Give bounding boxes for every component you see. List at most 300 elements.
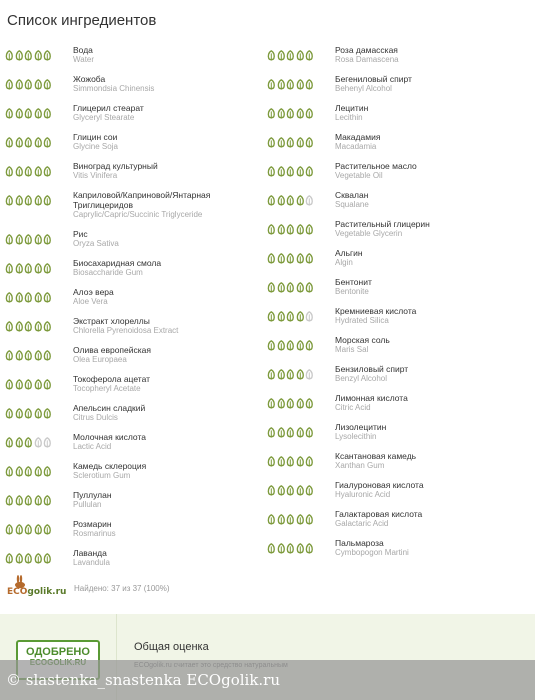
leaf-icon xyxy=(24,524,33,535)
ingredient-row[interactable] xyxy=(5,73,267,102)
ingredient-names xyxy=(335,160,417,181)
ingredient-name-latin: Rosmarinus xyxy=(73,529,116,538)
leaf-icon xyxy=(15,234,24,245)
rating-leaves xyxy=(267,450,335,467)
leaf-icon xyxy=(5,553,14,564)
leaf-icon xyxy=(15,350,24,361)
ingredient-name-ru: Молочная кислота xyxy=(73,432,146,442)
leaf-icon xyxy=(277,195,286,206)
leaf-icon xyxy=(286,79,295,90)
leaf-icon xyxy=(296,282,305,293)
leaf-icon xyxy=(267,137,276,148)
rating-leaves xyxy=(5,344,73,361)
leaf-icon xyxy=(277,485,286,496)
ingredient-names xyxy=(335,44,399,65)
ingredient-names xyxy=(73,344,151,365)
ingredient-name-ru: Глицин сои xyxy=(73,132,118,142)
leaf-icon xyxy=(15,466,24,477)
ingredient-names xyxy=(335,450,416,471)
ingredient-name-latin: Sclerotium Gum xyxy=(73,471,131,480)
ingredient-row[interactable] xyxy=(267,392,529,421)
leaf-icon xyxy=(34,379,43,390)
leaf-icon xyxy=(277,79,286,90)
leaf-icon xyxy=(5,466,14,477)
rating-leaves xyxy=(267,363,335,380)
leaf-icon xyxy=(277,427,286,438)
rating-leaves xyxy=(5,431,73,448)
leaf-icon xyxy=(24,437,33,448)
leaf-icon xyxy=(24,350,33,361)
rating-leaves xyxy=(5,257,73,274)
rating-leaves xyxy=(267,160,335,177)
ingredient-names xyxy=(335,537,409,558)
leaf-icon xyxy=(34,137,43,148)
ingredient-name-latin: Vegetable Oil xyxy=(335,171,383,180)
watermark-text: © slastenka_snastenka ECOgolik.ru xyxy=(6,671,281,689)
ingredient-row[interactable] xyxy=(267,276,529,305)
leaf-icon xyxy=(43,263,52,274)
leaf-icon xyxy=(286,195,295,206)
ingredient-name-latin: Olea Europaea xyxy=(73,355,127,364)
ingredient-row[interactable] xyxy=(5,189,267,228)
ingredient-row[interactable] xyxy=(5,373,267,402)
leaf-icon xyxy=(286,398,295,409)
leaf-icon xyxy=(5,263,14,274)
leaf-icon xyxy=(305,456,314,467)
rating-leaves xyxy=(5,228,73,245)
ingredient-row[interactable] xyxy=(267,44,529,73)
ingredient-name-ru: Глицерил стеарат xyxy=(73,103,144,113)
leaf-icon xyxy=(43,195,52,206)
rating-leaves xyxy=(267,334,335,351)
ingredient-name-latin: Tocopheryl Acetate xyxy=(73,384,141,393)
rating-leaves xyxy=(267,131,335,148)
leaf-icon xyxy=(34,466,43,477)
ingredient-names xyxy=(73,518,116,539)
ingredient-row[interactable] xyxy=(267,421,529,450)
leaf-icon xyxy=(43,234,52,245)
leaf-icon xyxy=(286,456,295,467)
ingredient-name-ru: Виноград культурный xyxy=(73,161,158,171)
leaf-icon xyxy=(5,524,14,535)
ingredient-names xyxy=(335,363,408,384)
ingredient-names xyxy=(335,102,368,123)
leaf-icon xyxy=(34,408,43,419)
leaf-icon xyxy=(296,137,305,148)
rating-leaves xyxy=(5,518,73,535)
ingredient-row[interactable] xyxy=(5,344,267,373)
leaf-icon xyxy=(296,195,305,206)
ingredient-names xyxy=(73,373,150,394)
leaf-icon xyxy=(43,437,52,448)
rating-leaves xyxy=(5,547,73,564)
leaf-icon xyxy=(267,514,276,525)
ingredient-name-ru: Кремниевая кислота xyxy=(335,306,417,316)
rating-leaves xyxy=(267,189,335,206)
found-count: Найдено: 37 из 37 (100%) xyxy=(74,583,170,593)
ingredient-name-latin: Squalane xyxy=(335,200,369,209)
ingredient-names xyxy=(73,44,94,65)
ingredient-row[interactable] xyxy=(267,189,529,218)
leaf-icon xyxy=(305,282,314,293)
overall-rating-title: Общая оценка xyxy=(134,641,209,653)
ingredient-name-latin: Citrus Dulcis xyxy=(73,413,118,422)
rating-leaves xyxy=(267,479,335,496)
leaf-icon xyxy=(305,108,314,119)
ingredient-name-ru: Лаванда xyxy=(73,548,107,558)
leaf-icon xyxy=(43,524,52,535)
ingredient-names xyxy=(335,131,380,152)
ingredient-names xyxy=(335,305,416,326)
rating-leaves xyxy=(5,489,73,506)
ingredient-name-latin: Rosa Damascena xyxy=(335,55,399,64)
leaf-icon xyxy=(286,427,295,438)
leaf-icon xyxy=(277,456,286,467)
leaf-icon xyxy=(267,398,276,409)
rating-leaves xyxy=(267,421,335,438)
ingredient-name-latin: Algin xyxy=(335,258,353,267)
leaf-icon xyxy=(296,50,305,61)
ingredient-name-latin: Aloe Vera xyxy=(73,297,108,306)
leaf-icon xyxy=(267,427,276,438)
leaf-icon xyxy=(267,311,276,322)
leaf-icon xyxy=(286,369,295,380)
leaf-icon xyxy=(277,224,286,235)
leaf-icon xyxy=(296,340,305,351)
leaf-icon xyxy=(34,321,43,332)
leaf-icon xyxy=(24,466,33,477)
leaf-icon xyxy=(277,340,286,351)
ingredient-name-latin: Hyaluronic Acid xyxy=(335,490,391,499)
ingredient-name-latin: Xanthan Gum xyxy=(335,461,385,470)
leaf-icon xyxy=(296,369,305,380)
ingredient-name-ru: Роза дамасская xyxy=(335,45,398,55)
rating-leaves xyxy=(5,160,73,177)
ingredient-name-ru: Камедь склероция xyxy=(73,461,147,471)
leaf-icon xyxy=(15,108,24,119)
leaf-icon xyxy=(286,166,295,177)
leaf-icon xyxy=(267,224,276,235)
ingredient-row[interactable] xyxy=(267,102,529,131)
ingredient-row[interactable] xyxy=(5,489,267,518)
leaf-icon xyxy=(15,553,24,564)
ingredient-names xyxy=(335,508,422,529)
ingredient-name-ru: Растительный глицерин xyxy=(335,219,430,229)
leaf-icon xyxy=(5,79,14,90)
ingredient-names xyxy=(73,131,118,152)
leaf-icon xyxy=(43,292,52,303)
ingredient-names xyxy=(335,247,363,268)
leaf-icon xyxy=(5,292,14,303)
ingredient-name-latin: Pullulan xyxy=(73,500,102,509)
leaf-icon xyxy=(305,398,314,409)
rating-leaves xyxy=(5,131,73,148)
leaf-icon xyxy=(34,524,43,535)
ingredient-row[interactable] xyxy=(5,431,267,460)
leaf-icon xyxy=(43,466,52,477)
ingredient-row[interactable] xyxy=(5,160,267,189)
ecogolik-logo[interactable] xyxy=(7,575,65,601)
leaf-icon xyxy=(296,543,305,554)
leaf-icon xyxy=(277,514,286,525)
leaf-icon xyxy=(24,234,33,245)
leaf-icon xyxy=(277,166,286,177)
leaf-icon xyxy=(24,408,33,419)
ingredient-names xyxy=(73,257,161,278)
ingredient-row[interactable] xyxy=(5,44,267,73)
ingredients-title: Список ингредиентов xyxy=(7,12,157,29)
leaf-icon xyxy=(24,292,33,303)
leaf-icon xyxy=(34,350,43,361)
ingredient-name-latin: Galactaric Acid xyxy=(335,519,389,528)
ingredient-name-latin: Simmondsia Chinensis xyxy=(73,84,155,93)
ingredient-name-ru: Алоэ вера xyxy=(73,287,114,297)
leaf-icon xyxy=(15,292,24,303)
leaf-icon xyxy=(277,282,286,293)
leaf-icon xyxy=(5,166,14,177)
rating-leaves xyxy=(5,286,73,303)
ingredient-row[interactable] xyxy=(5,228,267,257)
ingredient-row[interactable] xyxy=(267,334,529,363)
ingredient-name-latin: Caprylic/Capric/Succinic Triglyceride xyxy=(73,210,203,219)
leaf-icon xyxy=(15,166,24,177)
ingredient-name-latin: Cymbopogon Martini xyxy=(335,548,409,557)
leaf-icon xyxy=(43,50,52,61)
ingredient-row[interactable] xyxy=(267,73,529,102)
leaf-icon xyxy=(34,79,43,90)
ingredient-row[interactable] xyxy=(267,479,529,508)
leaf-icon xyxy=(15,79,24,90)
leaf-icon xyxy=(43,79,52,90)
leaf-icon xyxy=(286,50,295,61)
ingredient-name-ru: Галактаровая кислота xyxy=(335,509,423,519)
ingredient-name-latin: Chlorella Pyrenoidosa Extract xyxy=(73,326,179,335)
ingredient-name-latin: Glycine Soja xyxy=(73,142,118,151)
leaf-icon xyxy=(24,79,33,90)
ingredients-column-left xyxy=(5,44,267,576)
leaf-icon xyxy=(286,311,295,322)
leaf-icon xyxy=(5,350,14,361)
ingredient-name-ru: Лецитин xyxy=(335,103,369,113)
rating-leaves xyxy=(267,218,335,235)
leaf-icon xyxy=(15,379,24,390)
ingredient-name-latin: Vitis Vinifera xyxy=(73,171,118,180)
rating-leaves xyxy=(267,247,335,264)
leaf-icon xyxy=(34,108,43,119)
rating-leaves xyxy=(267,102,335,119)
ingredient-name-latin: Hydrated Silica xyxy=(335,316,389,325)
ingredient-name-ru: Розмарин xyxy=(73,519,112,529)
ingredient-row[interactable] xyxy=(5,402,267,431)
rating-leaves xyxy=(267,508,335,525)
leaf-icon xyxy=(24,379,33,390)
leaf-icon xyxy=(43,137,52,148)
leaf-icon xyxy=(267,50,276,61)
leaf-icon xyxy=(296,253,305,264)
ingredient-row[interactable] xyxy=(5,315,267,344)
ingredient-names xyxy=(335,392,408,413)
leaf-icon xyxy=(267,166,276,177)
leaf-icon xyxy=(296,456,305,467)
ingredient-names xyxy=(335,73,412,94)
rating-leaves xyxy=(267,537,335,554)
ingredient-name-ru: Биосахаридная смола xyxy=(73,258,162,268)
leaf-icon xyxy=(34,437,43,448)
leaf-icon xyxy=(296,311,305,322)
leaf-icon xyxy=(296,427,305,438)
leaf-icon xyxy=(277,253,286,264)
ingredient-row[interactable] xyxy=(5,102,267,131)
leaf-icon xyxy=(305,79,314,90)
ingredient-name-ru: Бентонит xyxy=(335,277,372,287)
ingredient-name-ru: Экстракт хлореллы xyxy=(73,316,150,326)
ingredient-row[interactable] xyxy=(267,218,529,247)
ingredient-name-latin: Benzyl Alcohol xyxy=(335,374,388,383)
ingredient-names xyxy=(73,315,178,336)
leaf-icon xyxy=(5,321,14,332)
ingredient-row[interactable] xyxy=(267,160,529,189)
ingredient-row[interactable] xyxy=(267,508,529,537)
ingredient-name-latin: Macadamia xyxy=(335,142,377,151)
ingredient-row[interactable] xyxy=(5,286,267,315)
ingredient-row[interactable] xyxy=(5,460,267,489)
leaf-icon xyxy=(296,398,305,409)
leaf-icon xyxy=(5,379,14,390)
leaf-icon xyxy=(15,321,24,332)
leaf-icon xyxy=(305,253,314,264)
leaf-icon xyxy=(43,495,52,506)
ingredient-name-ru: Олива европейская xyxy=(73,345,151,355)
ingredient-row[interactable] xyxy=(267,305,529,334)
leaf-icon xyxy=(5,108,14,119)
rating-leaves xyxy=(5,460,73,477)
ingredient-row[interactable] xyxy=(267,131,529,160)
leaf-icon xyxy=(34,234,43,245)
ingredient-names xyxy=(73,160,158,181)
ingredient-names xyxy=(73,73,154,94)
ingredient-row[interactable] xyxy=(5,131,267,160)
leaf-icon xyxy=(43,108,52,119)
leaf-icon xyxy=(43,321,52,332)
leaf-icon xyxy=(286,108,295,119)
rating-leaves xyxy=(5,189,73,206)
leaf-icon xyxy=(277,50,286,61)
rating-leaves xyxy=(267,44,335,61)
leaf-icon xyxy=(267,456,276,467)
ingredient-row[interactable] xyxy=(5,257,267,286)
leaf-icon xyxy=(5,408,14,419)
ingredient-name-ru: Гиалуроновая кислота xyxy=(335,480,424,490)
badge-approved-label: ОДОБРЕНО xyxy=(26,646,90,658)
ingredient-name-latin: Biosaccharide Gum xyxy=(73,268,143,277)
ingredient-name-ru: Растительное масло xyxy=(335,161,417,171)
ingredient-name-ru: Пальмароза xyxy=(335,538,384,548)
leaf-icon xyxy=(15,195,24,206)
rating-leaves xyxy=(267,392,335,409)
ingredient-names xyxy=(73,286,114,307)
ingredient-names xyxy=(335,276,372,297)
leaf-icon xyxy=(34,495,43,506)
leaf-icon xyxy=(305,340,314,351)
leaf-icon xyxy=(15,524,24,535)
rating-leaves xyxy=(267,73,335,90)
rating-leaves xyxy=(5,44,73,61)
ingredient-row[interactable] xyxy=(5,518,267,547)
ingredient-names xyxy=(73,547,110,568)
ingredient-names xyxy=(335,479,424,500)
ingredient-names xyxy=(335,189,369,210)
ingredient-names xyxy=(73,489,112,510)
ingredient-row[interactable] xyxy=(267,450,529,479)
leaf-icon xyxy=(5,195,14,206)
ingredient-name-ru: Макадамия xyxy=(335,132,381,142)
ingredient-row[interactable] xyxy=(267,537,529,566)
ingredient-name-latin: Maris Sal xyxy=(335,345,369,354)
ingredient-row[interactable] xyxy=(5,547,267,576)
leaf-icon xyxy=(286,253,295,264)
ingredient-name-ru: Токоферола ацетат xyxy=(73,374,151,384)
leaf-icon xyxy=(305,311,314,322)
ingredient-name-ru: Рис xyxy=(73,229,88,239)
ingredient-names xyxy=(335,334,390,355)
ingredients-column-right xyxy=(267,44,529,566)
leaf-icon xyxy=(296,485,305,496)
ingredient-row[interactable] xyxy=(267,363,529,392)
leaf-icon xyxy=(267,195,276,206)
ingredient-name-latin: Water xyxy=(73,55,95,64)
leaf-icon xyxy=(15,137,24,148)
leaf-icon xyxy=(24,321,33,332)
ingredient-row[interactable] xyxy=(267,247,529,276)
leaf-icon xyxy=(267,79,276,90)
leaf-icon xyxy=(34,553,43,564)
rating-leaves xyxy=(267,305,335,322)
leaf-icon xyxy=(286,340,295,351)
leaf-icon xyxy=(24,553,33,564)
leaf-icon xyxy=(267,108,276,119)
rating-leaves xyxy=(267,276,335,293)
ingredient-name-latin: Lysolecithin xyxy=(335,432,377,441)
ingredient-name-ru: Вода xyxy=(73,45,93,55)
ingredient-name-latin: Behenyl Alcohol xyxy=(335,84,392,93)
leaf-icon xyxy=(5,495,14,506)
ingredient-name-ru: Сквалан xyxy=(335,190,369,200)
rating-leaves xyxy=(5,73,73,90)
leaf-icon xyxy=(277,398,286,409)
leaf-icon xyxy=(305,224,314,235)
leaf-icon xyxy=(5,137,14,148)
leaf-icon xyxy=(34,195,43,206)
leaf-icon xyxy=(286,137,295,148)
ingredient-name-latin: Bentonite xyxy=(335,287,369,296)
ingredient-names xyxy=(73,228,119,249)
ingredient-name-ru: Пуллулан xyxy=(73,490,112,500)
leaf-icon xyxy=(267,485,276,496)
leaf-icon xyxy=(286,514,295,525)
leaf-icon xyxy=(43,166,52,177)
ingredient-names xyxy=(73,402,145,423)
leaf-icon xyxy=(15,408,24,419)
ingredient-name-ru: Жожоба xyxy=(73,74,106,84)
leaf-icon xyxy=(24,166,33,177)
leaf-icon xyxy=(286,485,295,496)
leaf-icon xyxy=(5,50,14,61)
leaf-icon xyxy=(286,543,295,554)
leaf-icon xyxy=(43,350,52,361)
leaf-icon xyxy=(296,514,305,525)
ingredient-name-ru: Альгин xyxy=(335,248,363,258)
leaf-icon xyxy=(305,137,314,148)
